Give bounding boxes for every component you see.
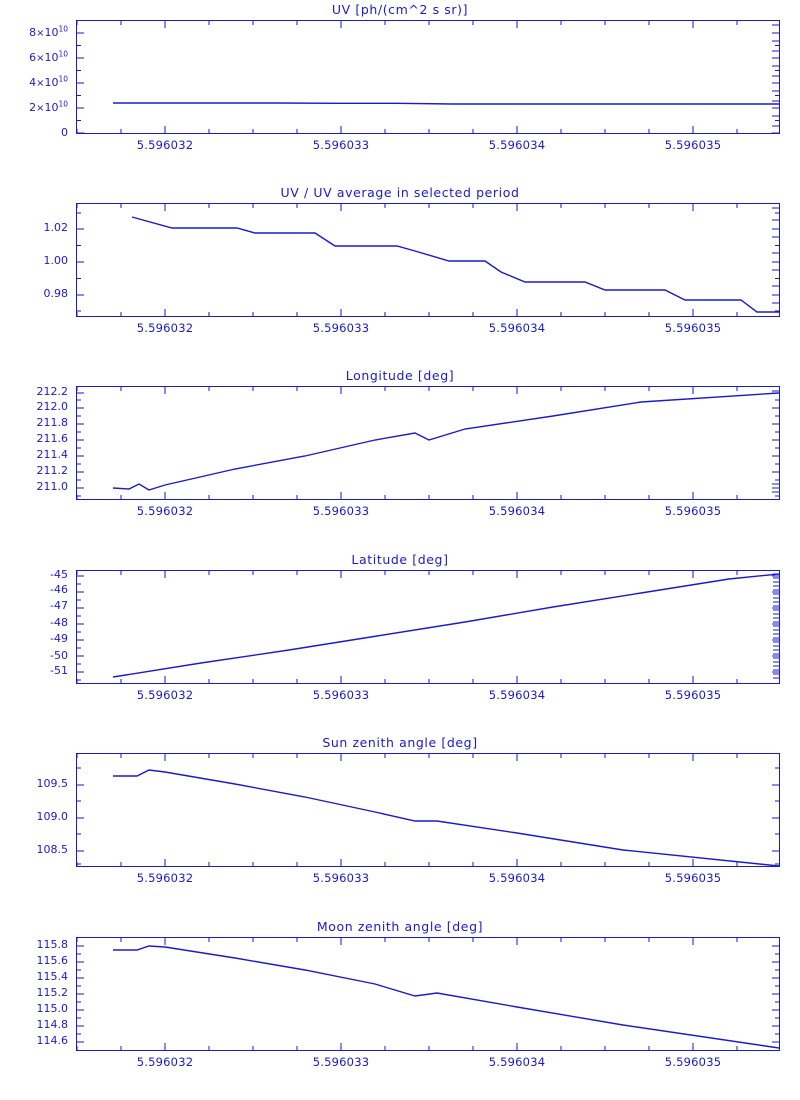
x-axis-labels <box>76 871 780 885</box>
chart-panel-latitude <box>0 550 800 710</box>
y-tick-label: -49 <box>50 632 68 645</box>
data-series-line <box>113 770 779 866</box>
y-tick-label: 1.02 <box>43 221 68 234</box>
chart-panel-longitude <box>0 366 800 526</box>
data-series-line <box>132 217 779 312</box>
x-tick-label: 5.596033 <box>312 138 370 152</box>
y-axis-labels <box>0 570 68 685</box>
plot-svg <box>77 571 779 683</box>
chart-panel-uv <box>0 0 800 160</box>
y-tick-label: 1.00 <box>43 254 68 267</box>
x-tick-label: 5.596033 <box>312 321 370 335</box>
x-tick-label: 5.596033 <box>312 504 370 518</box>
x-tick-label: 5.596035 <box>664 321 722 335</box>
y-tick-label: 114.8 <box>36 1018 68 1031</box>
y-tick-label: 114.6 <box>36 1034 68 1047</box>
x-tick-label: 5.596034 <box>488 321 546 335</box>
x-tick-label: 5.596032 <box>136 688 194 702</box>
y-tick-label: 0.98 <box>43 287 68 300</box>
chart-title: Sun zenith angle [deg] <box>322 735 478 750</box>
plot-svg <box>77 387 779 499</box>
chart-title: UV / UV average in selected period <box>280 185 520 200</box>
y-tick-label: 211.4 <box>36 448 68 461</box>
y-tick-label: -48 <box>50 616 68 629</box>
chart-title: Moon zenith angle [deg] <box>316 919 484 934</box>
y-tick-label: $8\times 10^{10}$ <box>29 24 68 39</box>
plot-area <box>76 20 780 134</box>
x-tick-label: 5.596035 <box>664 1055 722 1069</box>
plot-svg <box>77 754 779 866</box>
y-axis-labels <box>0 386 68 501</box>
y-tick-label: 212.2 <box>36 385 68 398</box>
y-tick-label: 212.0 <box>36 400 68 413</box>
x-tick-label: 5.596032 <box>136 1055 194 1069</box>
y-tick-label: 211.8 <box>36 416 68 429</box>
plot-area <box>76 753 780 867</box>
x-tick-label: 5.596035 <box>664 871 722 885</box>
x-tick-label: 5.596033 <box>312 688 370 702</box>
x-tick-label: 5.596035 <box>664 138 722 152</box>
chart-panel-sun-zenith <box>0 733 800 893</box>
y-axis-labels <box>0 20 68 139</box>
x-axis-labels <box>76 504 780 518</box>
y-tick-label: $2\times 10^{10}$ <box>29 99 68 114</box>
x-axis-labels <box>76 138 780 152</box>
data-series-line <box>113 393 779 490</box>
y-tick-label: 211.6 <box>36 432 68 445</box>
x-tick-label: 5.596032 <box>136 321 194 335</box>
plot-svg <box>77 938 779 1050</box>
x-axis-labels <box>76 1055 780 1069</box>
y-tick-label: 115.2 <box>36 986 68 999</box>
y-tick-label: 109.5 <box>36 777 68 790</box>
y-axis-labels <box>0 937 68 1052</box>
chart-title: Longitude [deg] <box>345 368 455 383</box>
y-tick-label: 115.0 <box>36 1002 68 1015</box>
x-tick-label: 5.596032 <box>136 871 194 885</box>
y-tick-label: -46 <box>50 583 68 596</box>
y-tick-label: -51 <box>50 664 68 677</box>
y-tick-label: 108.5 <box>36 843 68 856</box>
chart-panel-uv-ratio <box>0 183 800 343</box>
plot-area <box>76 386 780 500</box>
x-tick-label: 5.596032 <box>136 138 194 152</box>
data-series-line <box>113 574 779 677</box>
y-axis-labels <box>0 753 68 868</box>
x-axis-labels <box>76 321 780 335</box>
y-tick-label: 115.6 <box>36 954 68 967</box>
y-tick-label: 115.8 <box>36 938 68 951</box>
chart-title: UV [ph/(cm^2 s sr)] <box>331 2 469 17</box>
x-tick-label: 5.596034 <box>488 871 546 885</box>
x-tick-label: 5.596035 <box>664 504 722 518</box>
x-tick-label: 5.596035 <box>664 688 722 702</box>
plot-svg <box>77 21 779 133</box>
x-tick-label: 5.596033 <box>312 1055 370 1069</box>
x-axis-labels <box>76 688 780 702</box>
y-tick-label: $6\times 10^{10}$ <box>29 49 68 64</box>
data-series-line <box>113 946 779 1048</box>
y-tick-label: 109.0 <box>36 810 68 823</box>
chart-panel-moon-zenith <box>0 917 800 1077</box>
y-axis-labels <box>0 203 68 318</box>
plot-area <box>76 570 780 684</box>
plot-area <box>76 937 780 1051</box>
y-tick-label: -45 <box>50 568 68 581</box>
y-tick-label: 0 <box>61 126 68 139</box>
y-tick-label: 115.4 <box>36 970 68 983</box>
x-tick-label: 5.596034 <box>488 504 546 518</box>
x-tick-label: 5.596034 <box>488 138 546 152</box>
plot-svg <box>77 204 779 316</box>
chart-title: Latitude [deg] <box>351 552 449 567</box>
x-tick-label: 5.596032 <box>136 504 194 518</box>
y-tick-label: 211.0 <box>36 480 68 493</box>
y-tick-label: $4\times 10^{10}$ <box>29 74 68 89</box>
y-tick-label: 211.2 <box>36 464 68 477</box>
x-tick-label: 5.596034 <box>488 1055 546 1069</box>
data-series-line <box>113 103 779 104</box>
x-tick-label: 5.596033 <box>312 871 370 885</box>
x-tick-label: 5.596034 <box>488 688 546 702</box>
y-tick-label: -47 <box>50 599 68 612</box>
y-tick-label: -50 <box>50 649 68 662</box>
plot-area <box>76 203 780 317</box>
